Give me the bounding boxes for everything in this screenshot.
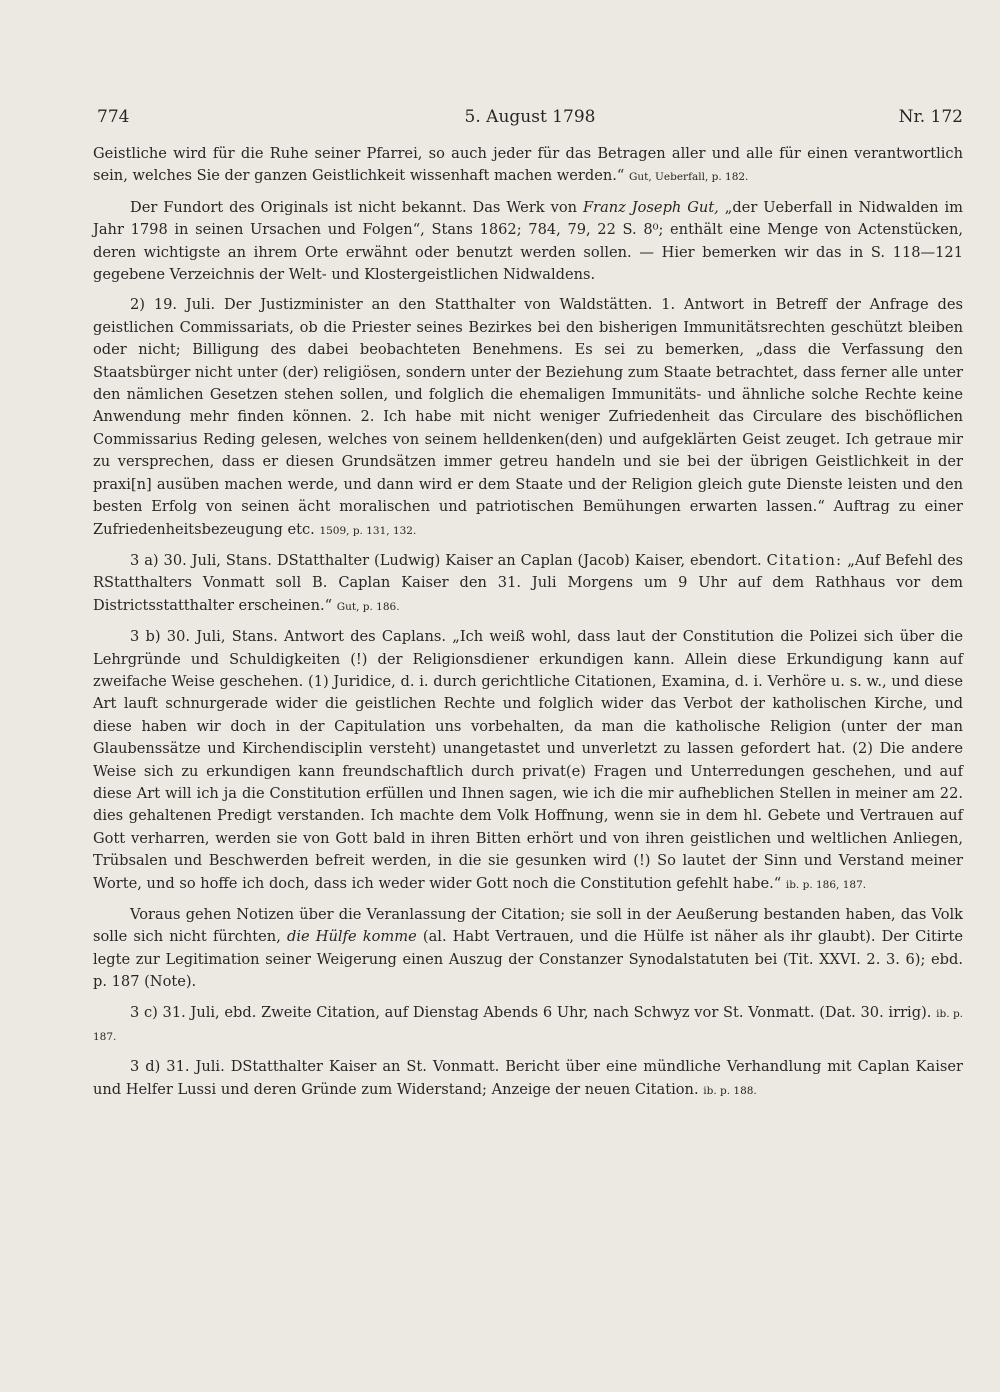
italic-quote: die Hülfe komme	[287, 928, 417, 946]
source-citation: Gut, Ueberfall, p. 182.	[629, 171, 749, 184]
author-name: Franz Joseph Gut,	[582, 198, 719, 216]
paragraph-text: Geistliche wird für die Ruhe seiner Pfarrei, so auch jeder für das Betragen aller und alle für einen verantwortlich sein, welches Sie der ganzen Geistlichkeit wissenhaft machen werden.“	[93, 145, 963, 185]
paragraph-entry-2	[93, 294, 963, 541]
paragraph-text: Der Fundort des Originals ist nicht bekannt. Das Werk von	[130, 198, 583, 216]
paragraph-voraus	[93, 904, 963, 994]
paragraph-continuation	[93, 143, 963, 189]
source-citation: ib. p. 186, 187.	[785, 878, 867, 891]
paragraph-entry-3d	[93, 1056, 963, 1102]
paragraph-entry-3b	[93, 626, 963, 896]
paragraph-text: 3 b) 30. Juli, Stans. Antwort des Caplans. „Ich weiß wohl, dass laut der Constitution die Polizei sich über die Lehrgründe und Schuldigkeiten (!) der Religionsdiener erkundigen kann. Allein diese Erkundigung kann auf zweifache Weise geschehen. (1) Juridice, d. i. durch gerichtliche Citationen, Examina, d. i. Verhöre u. s. w., und diese Art lauft schnurgerade wider die geistlichen Rechte und folglich wider das Verbot der katholischen Kirche, und diese haben wir doch in der Capitulation uns vorbehalten, da man die katholische Religion (unter der man Glaubenssätze und Kirchendisciplin versteht) unangetastet und unverletzt zu lassen gefordert hat. (2) Die andere Weise sich zu erkundigen kann freundschaftlich durch privat(e) Fragen und Unterredungen geschehen, und auf diese Art will ich ja die Constitution erfüllen und Ihnen sagen, wie ich die mir aufheblichen Stellen in meiner am 22. dies gehaltenen Predigt verstanden. Ich machte dem Volk Hoffnung, wenn sie in dem hl. Gebete und Vertrauen auf Gott verharren, werden sie von Gott bald in ihren Bitten erhört und von ihren geistlichen und weltlichen Anliegen, Trübsalen und Beschwerden befreit werden, in die sie gesunken wird (!) So lautet der Sinn und Verstand meiner Worte, und so hoffe ich doch, dass ich weder wider Gott noch die Constitution gefehlt habe.“	[93, 628, 963, 892]
paragraph-text: 3 a) 30. Juli, Stans. DStatthalter (Ludwig) Kaiser an Caplan (Jacob) Kaiser, ebendort.	[130, 551, 767, 569]
paragraph-text: (al. Habt Vertrauen, und die Hülfe ist näher als ihr glaubt). Der Citirte legte zur Legitimation seiner Weigerung einen Auszug der Constanzer Synodalstatuten bei (Tit. XXVI. 2. 3. 6); ebd. p. 187 (Note).	[93, 928, 963, 991]
paragraph-fundort	[93, 197, 963, 287]
document-number: Nr. 172	[898, 107, 963, 127]
source-citation: Gut, p. 186.	[336, 600, 400, 613]
spaced-word: Citation:	[766, 551, 843, 569]
paragraph-text: „der Ueberfall in Nidwalden im Jahr 1798 in seinen Ursachen und Folgen“, Stans 1862; 784, 79, 22 S. 8⁰; enthält eine Menge von Actenstücken, deren wichtigste an ihrem Orte erwähnt oder benutzt werden sollen. — Hier bemerken wir das in S. 118—121 gegebene Verzeichnis der Welt- und Klostergeistlichen Nidwaldens.	[93, 198, 963, 284]
source-citation: ib. p. 187.	[93, 1007, 964, 1044]
page-number: 774	[97, 107, 130, 127]
paragraph-entry-3a	[93, 550, 963, 618]
paragraph-text: 3 c) 31. Juli, ebd. Zweite Citation, auf Dienstag Abends 6 Uhr, nach Schwyz vor St. Vonmatt. (Dat. 30. irrig).	[130, 1003, 932, 1021]
paragraph-text: 2) 19. Juli. Der Justizminister an den Statthalter von Waldstätten. 1. Antwort in Betreff der Anfrage des geistlichen Commissariats, ob die Priester seines Bezirkes bei den bisherigen Immunitätsrechten geschützt bleiben oder nicht; Billigung des dabei beobachteten Benehmens. Es sei zu bemerken, „dass die Verfassung den Staatsbürger nicht unter (der) religiösen, sondern unter der Beziehung zum Staate betrachtet, dass ferner alle unter den nämlichen Gesetzen stehen sollen, und folglich die ehemaligen Immunitäts- und ähnliche solche Rechte keine Anwendung mehr finden können. 2. Ich habe mit nicht weniger Zufriedenheit das Circulare des bischöflichen Commissarius Reding gelesen, welches von seinem helldenken(den) und aufgeklärten Geist zeuget. Ich getraue mir zu versprechen, dass er diesen Grundsätzen immer getreu handeln und sie bei der übrigen Geistlichkeit in der praxi[n] ausüben machen werde, und dann wird er dem Staate und der Religion gleich gute Dienste leisten und den besten Erfolg von seinen ächt moralischen und patriotischen Bemühungen erwarten lassen.“ Auftrag zu einer Zufriedenheitsbezeugung etc.	[93, 296, 963, 538]
paragraph-text: Voraus gehen Notizen über die Veranlassung der Citation; sie soll in der Aeußerung bestanden haben, das Volk solle sich nicht fürchten,	[93, 906, 963, 946]
paragraph-text: 3 d) 31. Juli. DStatthalter Kaiser an St. Vonmatt. Bericht über eine mündliche Verhandlung mit Caplan Kaiser und Helfer Lussi und deren Gründe zum Widerstand; Anzeige der neuen Citation.	[93, 1058, 963, 1098]
paragraph-entry-3c	[93, 1002, 963, 1049]
page-header	[97, 103, 963, 131]
source-citation: ib. p. 188.	[703, 1084, 757, 1097]
header-date: 5. August 1798	[464, 107, 596, 127]
paragraph-text: „Auf Befehl des RStatthalters Vonmatt soll B. Caplan Kaiser den 31. Juli Morgens um 9 Uhr auf dem Rathhaus vor dem Districtsstatthalter erscheinen.“	[93, 551, 963, 614]
source-citation: 1509, p. 131, 132.	[319, 524, 417, 537]
document-body	[93, 143, 963, 1110]
